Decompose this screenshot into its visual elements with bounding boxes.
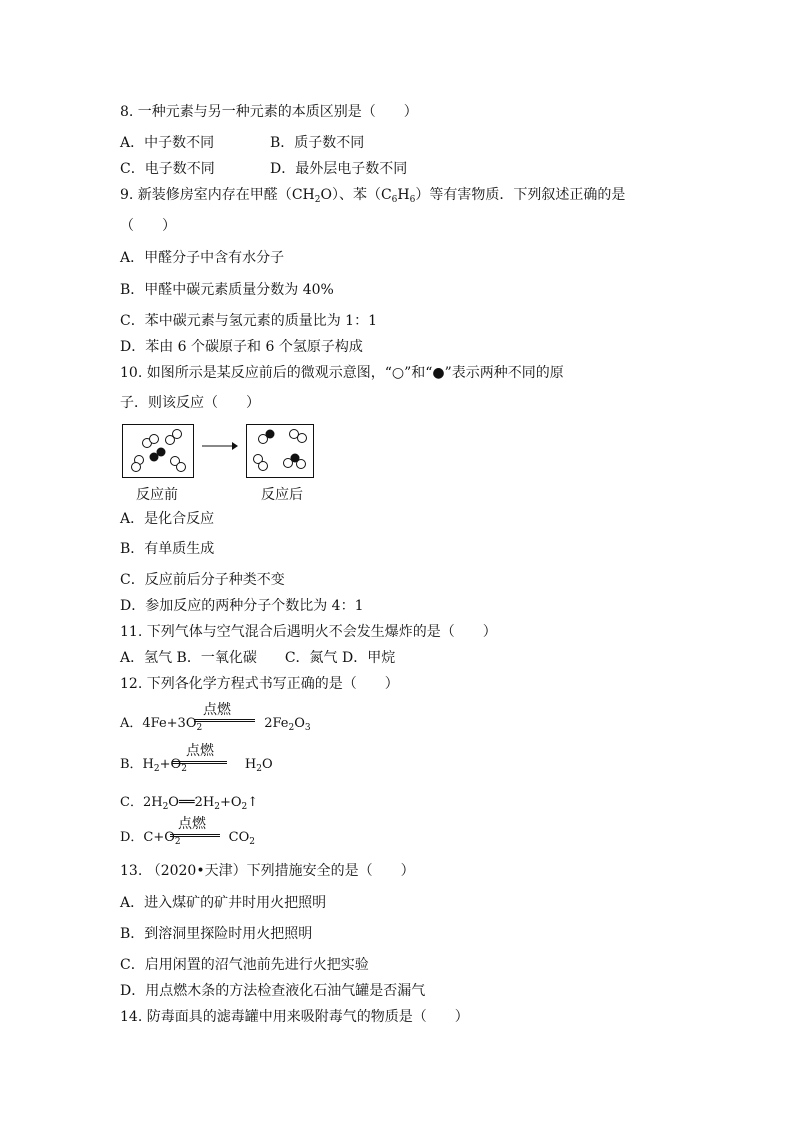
q13-option-a: A．进入煤矿的矿井时用火把照明 xyxy=(120,895,327,911)
q9-paren: （ ） xyxy=(120,218,176,234)
q11-options: A．氢气 B．一氧化碳 C．氮气 D．甲烷 xyxy=(120,650,396,666)
black-atom xyxy=(291,454,300,463)
q12-option-c: C．$2H_2O══2H_2+O_2↑$ xyxy=(120,795,259,812)
black-atom xyxy=(157,448,166,457)
before-label: 反应前 xyxy=(136,487,178,503)
q12-option-b: B．$H_2+O_2$ $H_2O$ xyxy=(120,757,273,774)
q13-stem: 13. （2020•天津）下列措施安全的是（ ） xyxy=(120,863,415,879)
q12-option-a: A．$4Fe+3O_2$ $2Fe_2O_3$ xyxy=(120,716,311,733)
white-atom xyxy=(177,463,186,472)
q8-option-c: C．电子数不同 xyxy=(120,161,215,177)
q14-stem: 14. 防毒面具的滤毒罐中用来吸附毒气的物质是（ ） xyxy=(120,1009,469,1025)
after-label: 反应后 xyxy=(261,487,303,503)
q10-stem-line1: 10. 如图所示是某反应前后的微观示意图，“○”和“●”表示两种不同的原 xyxy=(120,365,564,381)
q12-d-equals xyxy=(170,834,220,837)
q13-option-b: B．到溶洞里探险时用火把照明 xyxy=(120,926,313,942)
q10-stem-line2: 子．则该反应（ ） xyxy=(120,395,260,411)
q11-stem: 11. 下列气体与空气混合后遇明火不会发生爆炸的是（ ） xyxy=(120,624,497,640)
q10-option-a: A．是化合反应 xyxy=(120,511,215,527)
white-atom xyxy=(150,435,159,444)
white-atom xyxy=(298,434,307,443)
q10-option-b: B．有单质生成 xyxy=(120,541,215,557)
white-atom xyxy=(132,463,141,472)
after-molecules-diagram xyxy=(247,425,313,477)
q12-a-condition: 点燃 xyxy=(203,702,231,718)
q10-option-c: C．反应前后分子种类不变 xyxy=(120,572,285,588)
arrow-icon xyxy=(202,440,238,452)
q12-b-condition: 点燃 xyxy=(186,743,214,759)
q9-stem: 9. 新装修房室内存在甲醛$(CH_2O)$、苯$(C_6H_6)$等有害物质．下列叙述正确的是 xyxy=(120,187,626,205)
q8-option-b: B．质子数不同 xyxy=(270,135,365,151)
after-reaction-box xyxy=(246,424,314,478)
q13-option-c: C．启用闲置的沼气池前先进行火把实验 xyxy=(120,957,369,973)
q13-option-d: D．用点燃木条的方法检查液化石油气罐是否漏气 xyxy=(120,983,426,999)
q8-option-d: D．最外层电子数不同 xyxy=(270,161,408,177)
before-molecules-diagram xyxy=(123,425,193,477)
white-atom xyxy=(166,436,175,445)
q9-option-d: D．苯由 6 个碳原子和 6 个氢原子构成 xyxy=(120,339,363,355)
before-reaction-box xyxy=(122,424,194,478)
q12-a-equals xyxy=(194,719,255,722)
q9-option-c: C．苯中碳元素与氢元素的质量比为 1：1 xyxy=(120,313,377,329)
q12-d-condition: 点燃 xyxy=(178,816,206,832)
black-atom xyxy=(266,430,275,439)
white-atom xyxy=(259,462,268,471)
q10-option-d: D．参加反应的两种分子个数比为 4：1 xyxy=(120,598,364,614)
q12-option-d: D．$C+O_2$ $CO_2$ xyxy=(120,830,255,847)
q8-stem: 8. 一种元素与另一种元素的本质区别是（ ） xyxy=(120,104,418,120)
q8-option-a: A．中子数不同 xyxy=(120,135,215,151)
q12-stem: 12. 下列各化学方程式书写正确的是（ ） xyxy=(120,676,399,692)
q9-option-b: B．甲醛中碳元素质量分数为 40% xyxy=(120,282,334,298)
q12-b-equals xyxy=(172,761,227,764)
q9-option-a: A．甲醛分子中含有水分子 xyxy=(120,250,285,266)
